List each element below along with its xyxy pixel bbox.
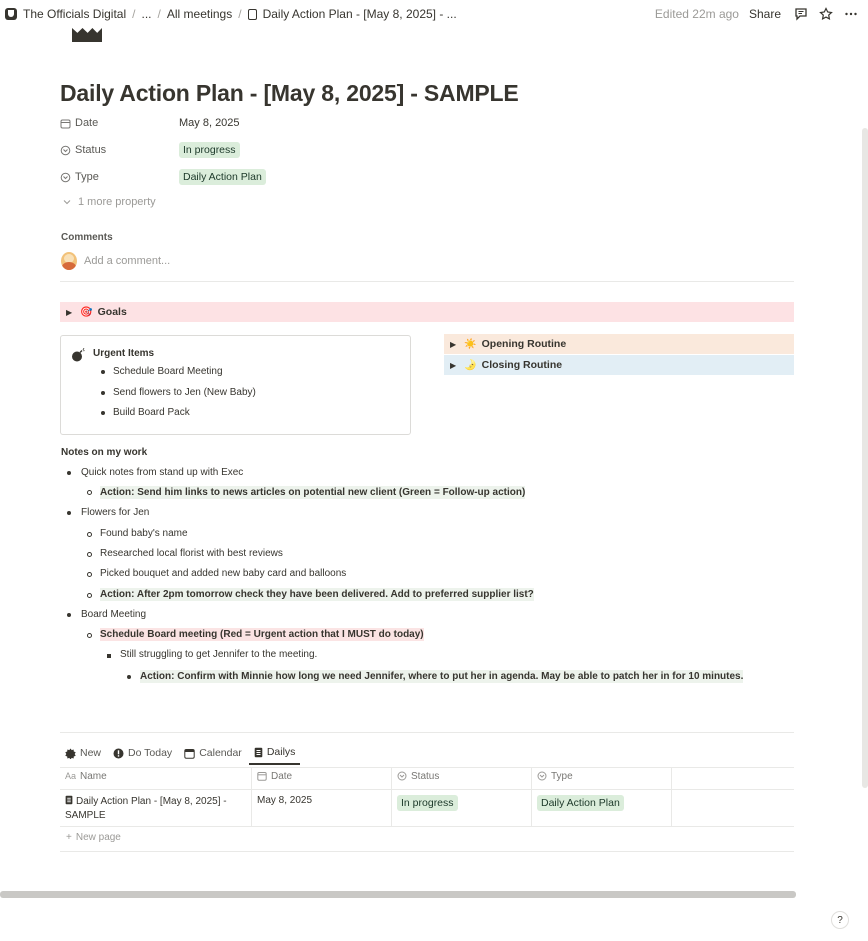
list-item[interactable]: Picked bouquet and added new baby card and balloons [100,568,347,579]
breadcrumb-workspace[interactable]: The Officials Digital [23,7,127,21]
tab-label: New [80,747,102,759]
target-icon: 🎯 [80,306,93,318]
row-name [65,795,246,823]
tab-new[interactable] [60,741,106,765]
list-item[interactable]: Still struggling to get Jennifer to the meeting. [120,649,318,660]
status-badge[interactable]: In progress [179,142,240,158]
list-item[interactable]: Build Board Pack [113,407,190,418]
divider [60,732,794,733]
comment-icon[interactable] [793,6,809,22]
property-date[interactable] [60,113,240,133]
page-icon [65,795,73,805]
calendar-icon [257,771,267,781]
tab-label: Calendar [199,747,242,759]
page-icon [248,9,257,20]
closing-routine-label: Closing Routine [481,359,563,371]
calendar-icon [60,118,71,129]
bullet [87,593,92,598]
more-properties-label: 1 more property [78,196,156,208]
list-item[interactable]: Schedule Board Meeting [113,366,223,377]
bullet [67,511,71,515]
bullet [127,675,131,679]
goals-label: Goals [97,306,127,318]
tab-dailys[interactable] [249,741,301,765]
toggle-arrow-icon[interactable]: ▶ [66,307,73,317]
breadcrumb-separator: / [157,7,161,21]
more-icon[interactable] [843,6,859,22]
divider [60,281,794,282]
vertical-scrollbar[interactable] [862,128,868,788]
property-date-label: Date [75,117,99,129]
column-header-label: Status [411,770,440,782]
cell-type[interactable] [532,790,672,827]
star-icon[interactable] [818,6,834,22]
toggle-arrow-icon[interactable]: ▶ [450,339,457,349]
type-badge: Daily Action Plan [537,795,624,811]
breadcrumb [0,7,457,21]
column-header-date[interactable] [252,768,392,789]
list-item[interactable]: Quick notes from stand up with Exec [81,467,244,478]
opening-routine-label: Opening Routine [481,338,567,350]
bullet [67,471,71,475]
chevron-down-icon [62,197,72,207]
calendar-icon [184,748,195,759]
property-type[interactable] [60,167,266,187]
plus-icon: + [66,832,72,843]
goals-toggle[interactable] [60,302,794,322]
page-icon-image[interactable] [72,28,102,42]
property-status-label: Status [75,144,107,156]
bomb-icon [71,348,86,365]
select-icon [537,771,547,781]
starburst-icon [65,748,76,759]
property-status[interactable] [60,140,240,160]
workspace-icon [5,8,17,20]
breadcrumb-all-meetings[interactable]: All meetings [166,7,233,21]
tab-label: Dailys [266,746,296,758]
comment-placeholder: Add a comment... [84,255,171,267]
top-bar [0,0,868,28]
breadcrumb-separator: / [238,7,242,21]
alert-icon [113,748,124,759]
list-item[interactable]: Flowers for Jen [81,507,150,518]
closing-routine-toggle[interactable] [444,355,794,375]
urgent-items-callout [60,335,411,435]
edited-timestamp[interactable]: Edited 22m ago [654,7,739,21]
comment-input[interactable] [61,252,170,270]
page-title[interactable]: Daily Action Plan - [May 8, 2025] - SAMPLE [60,80,519,106]
bullet [87,490,92,495]
tab-do-today[interactable] [108,741,177,765]
bullet [87,532,92,537]
column-header-status[interactable] [392,768,532,789]
help-button[interactable] [831,911,849,929]
list-item[interactable]: Action: Send him links to news articles on potential new client (Green = Follow-up action) [100,487,526,498]
bullet [87,572,92,577]
list-item[interactable]: Board Meeting [81,609,147,620]
cell-name[interactable] [60,790,252,827]
tab-label: Do Today [128,747,173,759]
help-icon: ? [837,914,843,926]
type-badge[interactable]: Daily Action Plan [179,169,266,185]
page-icon [254,747,263,758]
column-header-name[interactable] [60,768,252,789]
top-actions [655,0,868,28]
row-name-text: Daily Action Plan - [May 8, 2025] - SAMPLE [65,796,227,821]
tab-calendar[interactable] [179,741,247,765]
breadcrumb-separator: / [132,7,136,21]
table-header [60,767,794,789]
urgent-items-title: Urgent Items [93,348,155,359]
bullet [87,633,92,638]
property-date-value[interactable]: May 8, 2025 [179,117,240,129]
column-header-label: Date [271,770,293,782]
breadcrumb-current-page[interactable]: Daily Action Plan - [May 8, 2025] - ... [262,7,457,21]
avatar [61,252,77,270]
divider [60,826,794,827]
list-item[interactable]: Send flowers to Jen (New Baby) [113,387,256,398]
opening-routine-toggle[interactable] [444,334,794,354]
more-properties-toggle[interactable] [62,196,156,208]
cell-status[interactable] [392,790,532,827]
toggle-arrow-icon[interactable]: ▶ [450,360,457,370]
cell-date[interactable] [252,790,392,827]
sun-icon: ☀️ [464,338,477,350]
horizontal-scrollbar[interactable] [0,891,796,898]
status-icon [60,145,71,156]
breadcrumb-ellipsis[interactable]: ... [141,7,152,21]
bullet [67,613,71,617]
table-row[interactable] [60,789,794,827]
list-item[interactable]: Action: After 2pm tomorrow check they have been delivered. Add to preferred supplier list? [100,589,534,600]
list-item[interactable]: Schedule Board meeting (Red = Urgent action that I MUST do today) [100,629,424,640]
property-type-label: Type [75,171,99,183]
list-item[interactable]: Found baby's name [100,528,188,539]
comments-label: Comments [61,232,113,243]
list-item[interactable]: Researched local florist with best reviews [100,548,283,559]
new-page-button[interactable] [66,832,121,843]
row-date: May 8, 2025 [257,795,313,806]
column-header-type[interactable] [532,768,672,789]
new-page-label: New page [75,832,121,843]
status-icon [397,771,407,781]
share-button[interactable]: Share [748,7,781,21]
select-icon [60,172,71,183]
column-header-label: Type [551,770,573,782]
bullet [107,654,111,658]
text-type-icon: Aa [65,771,77,781]
notes-heading: Notes on my work [61,447,148,458]
bullet [87,552,92,557]
status-badge: In progress [397,795,458,811]
list-item[interactable]: Action: Confirm with Minnie how long we need Jennifer, where to put her in agenda. May be able to patch her in for 10 minutes. [140,671,744,682]
moon-icon: 🌛 [464,359,477,371]
database-tabs [60,741,302,765]
column-header-label: Name [80,770,107,782]
divider [60,851,794,852]
